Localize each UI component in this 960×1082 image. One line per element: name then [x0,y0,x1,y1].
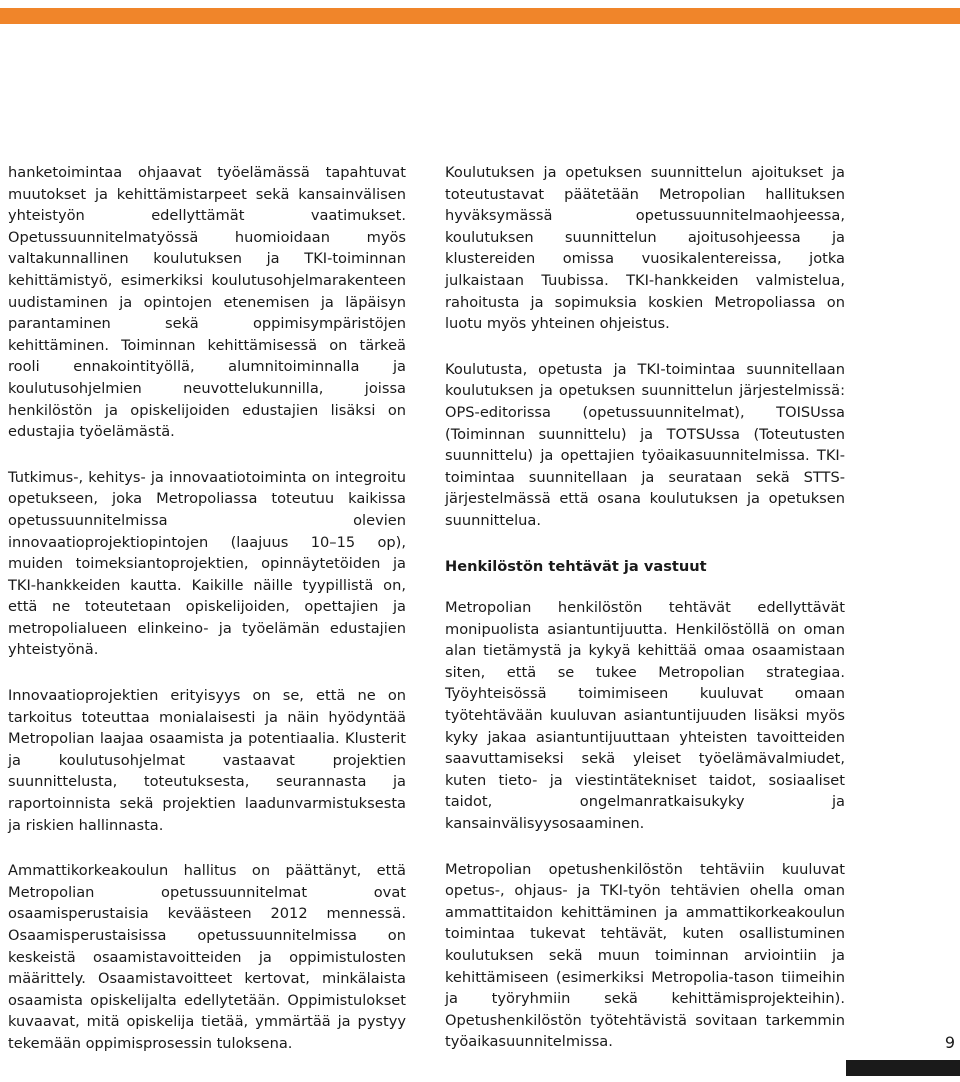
left-paragraph-4: Ammattikorkeakoulun hallitus on päättänyt, että Metropolian opetussuunnitelmat ovat osaamisperustaisia keväästeen 2012 mennessä. Osaamisperustaisissa opetussuunnitelmissa on keskeistä osaamistavoitteiden ja oppimistulosten määrittely. Osaamistavoitteet kertovat, minkälaista osaamista opiskelijalta edellytetään. Oppimistulokset kuvaavat, mitä opiskelija tietää, ymmärtää ja pystyy tekemään oppimisprosessin tuloksena. [8,862,406,1052]
right-paragraph-4: Metropolian opetushenkilöstön tehtäviin kuuluvat opetus-, ohjaus- ja TKI-työn tehtävien ohella oman ammattitaidon kehittäminen ja ammattikorkeakoulun toimintaa tukevat tehtävät, kuten osallistuminen koulutuksen sekä muun toiminnan arviointiin ja kehittämiseen (esimerkiksi Metropolia-tason tiimeihin ja työryhmiin sekä kehittämisprojekteihin). Opetushenkilöstön työtehtävistä sovitaan tarkemmin työaikasuunnitelmissa. [445,860,845,1051]
left-paragraph-1: hanketoimintaa ohjaavat työelämässä tapahtuvat muutokset ja kehittämistarpeet sekä kansainvälisen yhteistyön edellyttämät vaatimukset. Opetussuunnitelmatyössä huomioidaan myös valtakunnallinen koulutuksen ja TKI-toiminnan kehittämistyö, esimerkiksi koulutusohjelmarakenteen uudistaminen ja opintojen etenemisen ja läpäisyn parantaminen sekä oppimisympäristöjen kehittäminen. Toiminnan kehittämisessä on tärkeä rooli ennakointityöllä, alumnitoiminnalla ja koulutusohjelmien neuvottelukunnilla, joissa henkilöstön ja opiskelijoiden edustajien lisäksi on edustajia työelämästä. [8,164,406,441]
right-paragraph-2: Koulutusta, opetusta ja TKI-toimintaa suunnitellaan koulutuksen ja opetuksen suunnittelun järjestelmissä: OPS-editorissa (opetussuunnitelmat), TOISUssa (Toiminnan suunnittelu) ja TOTSUssa (Toteutusten suunnittelu) ja opettajien työaikasuunnitelmissa. TKI-toimintaa suunnitellaan ja seurataan sekä STTS-järjestelmässä että osana koulutuksen ja opetuksen suunnittelua. [445,360,845,529]
right-column [445,162,845,1077]
top-accent-bar [0,8,960,24]
section-heading: Henkilöstön tehtävät ja vastuut [445,557,707,575]
left-paragraph-2: Tutkimus-, kehitys- ja innovaatiotoiminta on integroitu opetukseen, joka Metropoliassa toteutuu kaikissa opetussuunnitelmissa olevien innovaatioprojektiopintojen (laajuus 10–15 op), muiden toimeksiantoprojektien, opinnäytetöiden ja TKI-hankkeiden kautta. Kaikille näille tyypillistä on, että ne toteutetaan opiskelijoiden, opettajien ja metropolialueen elinkeino- ja työelämän edustajien yhteistyönä. [8,468,406,659]
left-paragraph-3: Innovaatioprojektien erityisyys on se, että ne on tarkoitus toteuttaa monialaisesti ja näin hyödyntää Metropolian laajaa osaamista ja potentiaalia. Klusterit ja koulutusohjelmat vastaavat projektien suunnittelusta, toteutuksesta, seurannasta ja raportoinnista sekä projektien laadunvarmistuksesta ja riskien hallinnasta. [8,687,406,834]
right-paragraph-1: Koulutuksen ja opetuksen suunnittelun ajoitukset ja toteutustavat päätetään Metropolian hallituksen hyväksymässä opetussuunnitelmaohjeessa, koulutuksen suunnittelun ajoitusohjeessa ja klustereiden omissa vuosikalentereissa, jotka julkaistaan Tuubissa. TKI-hankkeiden valmistelua, rahoitusta ja sopimuksia koskien Metropoliassa on luotu myös yhteinen ohjeistus. [445,164,845,333]
right-paragraph-3: Metropolian henkilöstön tehtävät edellyttävät monipuolista asiantuntijuutta. Henkilöstöllä on oman alan tietämystä ja kykyä kehittää omaa osaamistaan siten, että se tukee Metropolian strategiaa. Työyhteisössä toimimiseen kuuluvat omaan työtehtävään kuuluvan asiantuntijuuden lisäksi myös kyky jakaa asiantuntijuuttaan yhteisten tavoitteiden saavuttamiseksi sekä yleiset työelämävalmiudet, kuten tieto- ja viestintätekniset taidot, sosiaaliset taidot, ongelmanratkaisukyky ja kansainvälisyysosaaminen. [445,599,845,833]
left-column [8,162,406,1079]
page-number: 9 [944,1033,955,1052]
bottom-footer-bar [846,1060,960,1076]
